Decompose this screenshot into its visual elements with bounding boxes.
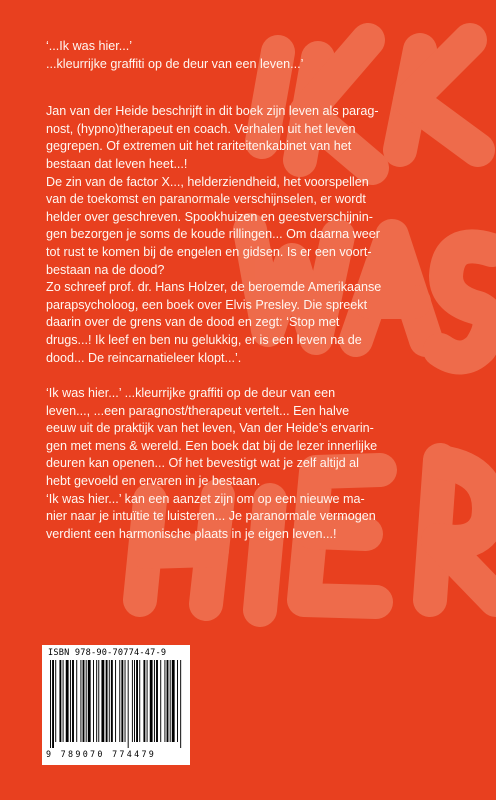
paragraph-line: bestaan dat leven heet...!	[46, 156, 188, 171]
paragraph-line: tot rust te komen bij de engelen en gidsen. Is er een voort-	[46, 244, 372, 259]
barcode-bars	[50, 660, 182, 748]
barcode-bar	[172, 660, 175, 742]
barcode-bar	[86, 660, 87, 742]
barcode-bar	[180, 660, 181, 748]
barcode-bar	[134, 660, 135, 742]
paragraph-line: helder over geschreven. Spookhuizen en geestverschijnin-	[46, 209, 373, 224]
paragraph-line: gen met mens & wereld. Een boek dat bij de lezer innerlijke	[46, 438, 378, 453]
barcode-bar	[72, 660, 74, 742]
barcode-bar	[132, 660, 133, 742]
blurb-text	[46, 38, 466, 543]
barcode-bar	[66, 660, 69, 742]
barcode-bar	[170, 660, 171, 742]
paragraph-line: bestaan na de dood?	[46, 262, 165, 277]
barcode-bar	[83, 660, 85, 742]
barcode-bar	[164, 660, 165, 742]
barcode-bar	[128, 660, 129, 748]
barcode-bar	[96, 660, 97, 742]
barcode-bar	[88, 660, 91, 742]
paragraph-line: deuren kan openen... Of het bevestigt wat je zelf altijd al	[46, 456, 359, 471]
paragraph-line: hebt gevoeld en ervaren in je bestaan.	[46, 474, 261, 489]
isbn-barcode	[42, 645, 190, 765]
barcode-bar	[50, 660, 51, 748]
paragraph-line: parapsycholoog, een boek over Elvis Presley. Die spreekt	[46, 297, 368, 312]
barcode-bar	[177, 660, 178, 742]
barcode-bar	[70, 660, 71, 742]
barcode-bar	[156, 660, 158, 742]
paragraph-line: gen bezorgen je soms de koude rillingen... Om daarna weer	[46, 227, 380, 242]
barcode-bar	[55, 660, 56, 742]
barcode-bar	[52, 660, 54, 748]
paragraph-line: nier naar je intuïtie te luisteren... Je paranormale vermogen	[46, 509, 376, 524]
barcode-bar	[143, 660, 145, 742]
barcode-bar	[150, 660, 153, 742]
paragraph-line: nost, (hypno)therapeut en coach. Verhalen uit het leven	[46, 121, 356, 136]
barcode-bar	[93, 660, 94, 742]
barcode-bar	[154, 660, 155, 742]
paragraph-line: Jan van der Heide beschrijft in dit boek zijn leven als parag-	[46, 104, 379, 119]
paragraph-line: van de toekomst en paranormale verschijnselen, er wordt	[46, 192, 366, 207]
isbn-label: ISBN 978-90-70774-47-9	[48, 648, 167, 658]
paragraph-line: verdient een harmonische plaats in je eigen leven...!	[46, 526, 337, 541]
barcode-bar	[160, 660, 161, 742]
opening-line: ...kleurrijke graffiti op de deur van een leven...’	[46, 56, 304, 71]
barcode-bar	[167, 660, 169, 742]
barcode-bar	[147, 660, 148, 742]
paragraph-line: gegrepen. Of extremen uit het rariteitenkabinet van het	[46, 139, 352, 154]
barcode-bar	[106, 660, 108, 742]
barcode-bar	[109, 660, 110, 742]
barcode-bar	[111, 660, 113, 742]
paragraph-line: ‘Ik was hier...’ kan een aanzet zijn om op een nieuwe ma-	[46, 491, 365, 506]
barcode-bar	[125, 660, 126, 742]
barcode-bar	[63, 660, 64, 742]
barcode-bar	[115, 660, 116, 742]
barcode-bar	[76, 660, 77, 742]
paragraph-line: De zin van de factor X..., helderziendheid, het voorspellen	[46, 174, 369, 189]
paragraph-line: dood... De reincarnatieleer klopt...’.	[46, 350, 242, 365]
barcode-bar	[80, 660, 81, 742]
barcode-bar	[98, 660, 99, 742]
paragraph-line: eeuw uit de praktijk van het leven, Van der Heide’s ervarin-	[46, 421, 374, 436]
paragraph-line: daarin over de grens van de dood en zegt: ‘Stop met	[46, 315, 340, 330]
paragraph-line: Zo schreef prof. dr. Hans Holzer, de beroemde Amerikaanse	[46, 280, 382, 295]
barcode-bar	[59, 660, 61, 742]
barcode-bar	[119, 660, 120, 742]
paragraph-line: ‘Ik was hier...’ ...kleurrijke graffiti op de deur van een	[46, 386, 336, 401]
barcode-bar	[101, 660, 104, 742]
paragraph-line: drugs...! Ik leef en ben nu gelukkig, er is een leven na de	[46, 332, 362, 347]
graffiti-stroke	[146, 550, 212, 552]
opening-line: ‘...Ik was hier...’	[46, 39, 133, 53]
barcode-bar	[121, 660, 123, 742]
barcode-bar	[139, 660, 140, 742]
paragraph-line: leven..., ...een paragnost/therapeut vertelt... Een halve	[46, 403, 350, 418]
barcode-digits: 9 789070 774479	[46, 749, 157, 759]
barcode-bar	[136, 660, 138, 742]
